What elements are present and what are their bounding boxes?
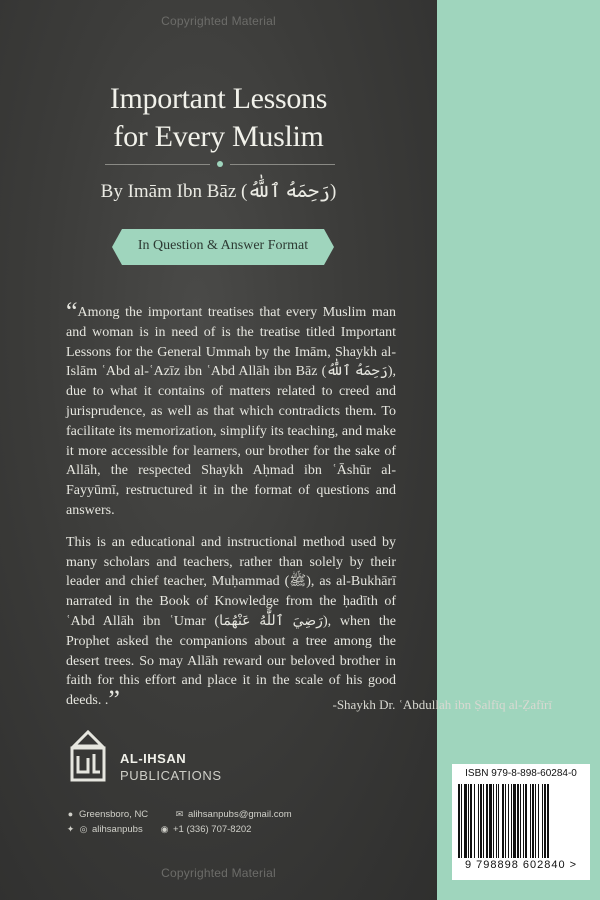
format-badge — [112, 229, 334, 265]
publisher-name: AL-IHSAN — [120, 751, 187, 766]
author-line: By Imām Ibn Bāz (رَحِمَهُ ٱللَّٰهُ) — [100, 181, 337, 202]
barcode-number: 9 798898 602840 > — [464, 859, 578, 871]
quote-paragraph-2: This is an educational and instructional method used by many scholars and teachers, rather than solely by their leader and chief teacher, Muḥammad (ﷺ), as al-Bukhārī narrated in the Book of Knowledge from the ḥadīth of ʿAbd Allāh ibn ʿUmar (رَضِيَ ٱللَّٰهُ عَنْهُمَا), when the Prophet asked the companions about a tree among the desert trees. So may Allāh reward our beloved brother in faith for this effort and place it in the scale of his good deeds. .” — [66, 534, 396, 715]
isbn-label: ISBN 979-8-898-60284-0 — [465, 768, 577, 779]
endorsement-quote — [66, 297, 397, 723]
watermark-top: Copyrighted Material — [161, 14, 276, 28]
publisher-subtitle: PUBLICATIONS — [120, 768, 222, 783]
watermark-bottom: Copyrighted Material — [161, 866, 276, 880]
location-pin-icon: ● — [67, 809, 74, 819]
quote-paragraph-1: “Among the important treatises that every Muslim man and woman is in need of is the treatise titled Important Lessons for the General Ummah by the Imām, Shaykh al-Islām ʿAbd al-ʿAzīz ibn ʿAbd Allāh ibn Bāz (رَحِمَهُ ٱللَّٰهُ), due to what it contains of matters related to creed and jurisprudence, as well as that which contradicts them. To facilitate its memorization, simplify its teaching, and make it more accessible for learners, our brother for the sake of Allāh, the respected Shaykh Aḥmad ibn ʿĀshūr al-Fayyūmī, restructured it in the format of questions and answers. — [66, 297, 397, 518]
email-icon: ✉ — [175, 809, 184, 819]
contact-social: ✦ ◎ alihsanpubs — [66, 824, 143, 835]
isbn-barcode — [452, 764, 590, 880]
quote-attribution: -Shaykh Dr. ʿAbdullah ibn Ṣalfīq al-Ẓafīrī — [332, 697, 552, 712]
contact-location: ● Greensboro, NC — [67, 809, 149, 820]
instagram-icon: ◎ — [79, 824, 88, 834]
title-line-2: for Every Muslim — [113, 120, 324, 153]
close-quote-icon: ” — [108, 685, 120, 715]
publisher-logo-icon — [66, 728, 110, 784]
open-quote-icon: “ — [66, 297, 78, 326]
title-divider — [105, 159, 335, 171]
twitter-icon: ✦ — [66, 824, 75, 834]
contact-phone: ◉ +1 (336) 707-8202 — [160, 824, 252, 835]
contact-email: ✉ alihsanpubs@gmail.com — [175, 809, 292, 820]
whatsapp-icon: ◉ — [160, 824, 169, 834]
barcode-bars — [458, 784, 584, 858]
divider-dot-icon — [217, 161, 223, 167]
title-line-1: Important Lessons — [109, 82, 328, 115]
book-title — [0, 80, 437, 156]
format-badge-label: In Question & Answer Format — [137, 238, 309, 253]
